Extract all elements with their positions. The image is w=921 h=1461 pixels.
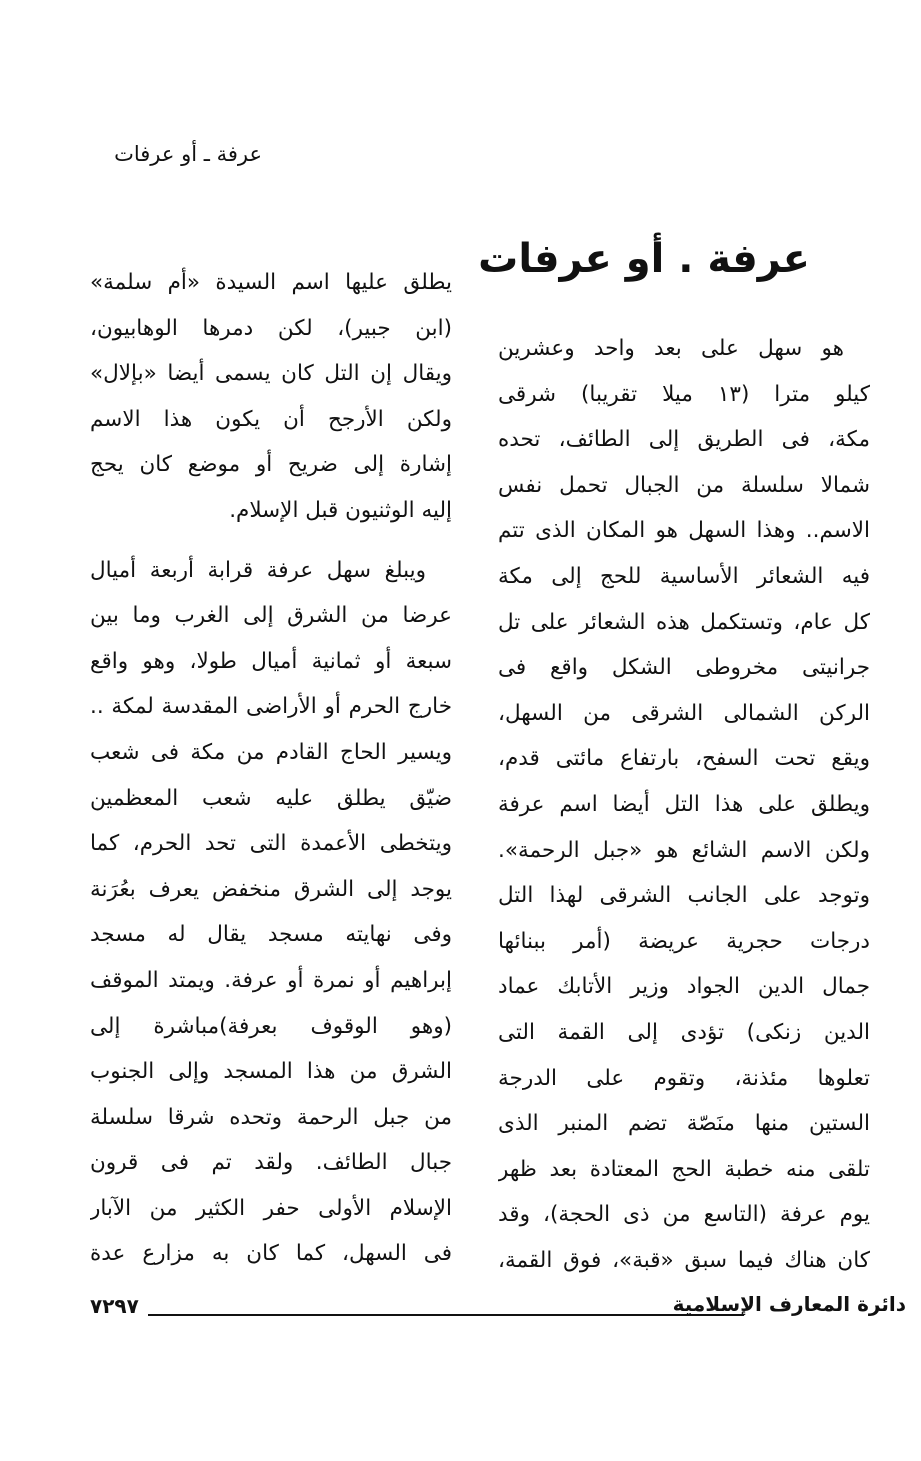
text-line: جبال الطائف. ولقد تم فى قرون xyxy=(90,1150,452,1176)
text-line: (ابن جبير)، لكن دمرها الوهابيون، xyxy=(90,315,452,341)
page-number: ٧٢٩٧ xyxy=(90,1294,139,1318)
text-line: فيه الشعائر الأساسية للحج إلى مكة xyxy=(498,563,870,589)
text-line: الركن الشمالى الشرقى من السهل، xyxy=(498,700,870,726)
left-column xyxy=(90,260,452,1277)
text-line: جرانيتى مخروطى الشكل واقع فى xyxy=(498,655,870,681)
text-line: يوجد إلى الشرق منخفض يعرف بعُرَنة xyxy=(90,876,452,902)
text-line: وفى نهايته مسجد يقال له مسجد xyxy=(90,922,452,948)
text-line: فى السهل، كما كان به مزارع عدة xyxy=(90,1241,452,1267)
running-head: عرفة ـ أو عرفات xyxy=(114,142,262,166)
text-line: ولكن الأرجح أن يكون هذا الاسم xyxy=(90,406,452,432)
paragraph-gap xyxy=(90,534,452,548)
text-line: إبراهيم أو نمرة أو عرفة. ويمتد الموقف xyxy=(90,967,452,993)
text-line: ويقال إن التل كان يسمى أيضا «بإلال» xyxy=(90,361,452,387)
text-line: ويبلغ سهل عرفة قرابة أربعة أميال xyxy=(90,557,426,583)
text-line: (وهو الوقوف بعرفة)مباشرة إلى xyxy=(90,1013,452,1039)
right-column xyxy=(498,326,870,1283)
text-line: ضيّق يطلق عليه شعب المعظمين xyxy=(90,785,452,811)
text-line: ويتخطى الأعمدة التى تحد الحرم، كما xyxy=(90,831,452,857)
text-line: شمالا سلسلة من الجبال تحمل نفس xyxy=(498,472,870,498)
text-line: درجات حجرية عريضة (أمر ببنائها xyxy=(498,928,870,954)
text-line: كان هناك فيما سبق «قبة»، فوق القمة، xyxy=(498,1247,870,1273)
text-line: تلقى منه خطبة الحج المعتادة بعد ظهر xyxy=(498,1156,870,1182)
publication-name: دائرة المعارف الإسلامية xyxy=(672,1292,906,1316)
text-line: الإسلام الأولى حفر الكثير من الآبار xyxy=(90,1195,452,1221)
text-line: ولكن الاسم الشائع هو «جبل الرحمة». xyxy=(498,837,870,863)
page-footer xyxy=(90,1292,906,1322)
text-line: يطلق عليها اسم السيدة «أم سلمة» xyxy=(90,270,452,295)
text-line: الاسم.. وهذا السهل هو المكان الذى تتم xyxy=(498,518,870,544)
text-line: يوم عرفة (التاسع من ذى الحجة)، وقد xyxy=(498,1202,870,1228)
text-line: الستين منها منَصّة تضم المنبر الذى xyxy=(498,1111,870,1137)
text-line: كل عام، وتستكمل هذه الشعائر على تل xyxy=(498,609,870,635)
text-line: مكة، فى الطريق إلى الطائف، تحده xyxy=(498,427,870,453)
text-line: تعلوها مئذنة، وتقوم على الدرجة xyxy=(498,1065,870,1091)
text-line: عرضا من الشرق إلى الغرب وما بين xyxy=(90,603,452,629)
text-line: الدين زنكى) تؤدى إلى القمة التى xyxy=(498,1019,870,1045)
text-line: من جبل الرحمة وتحده شرقا سلسلة xyxy=(90,1104,452,1130)
footer-rule xyxy=(148,1314,744,1316)
article-title: عرفة . أو عرفات xyxy=(478,236,810,282)
text-line: وتوجد على الجانب الشرقى لهذا التل xyxy=(498,883,870,909)
text-line: كيلو مترا (١٣ ميلا تقريبا) شرقى xyxy=(498,381,870,407)
text-line: جمال الدين الجواد وزير الأتابك عماد xyxy=(498,974,870,1000)
text-line: ويسير الحاج القادم من مكة فى شعب xyxy=(90,739,452,765)
text-line: إشارة إلى ضريح أو موضع كان يحج xyxy=(90,452,452,478)
text-line: الشرق من هذا المسجد وإلى الجنوب xyxy=(90,1059,452,1085)
text-line: ويقع تحت السفح، بارتفاع مائتى قدم، xyxy=(498,746,870,772)
text-line: ويطلق على هذا التل أيضا اسم عرفة xyxy=(498,791,870,817)
text-line: خارج الحرم أو الأراضى المقدسة لمكة .. xyxy=(90,694,452,720)
text-line: إليه الوثنيون قبل الإسلام. xyxy=(229,497,452,523)
text-line: سبعة أو ثمانية أميال طولا، وهو واقع xyxy=(90,648,452,674)
text-line: هو سهل على بعد واحد وعشرين xyxy=(498,336,844,361)
